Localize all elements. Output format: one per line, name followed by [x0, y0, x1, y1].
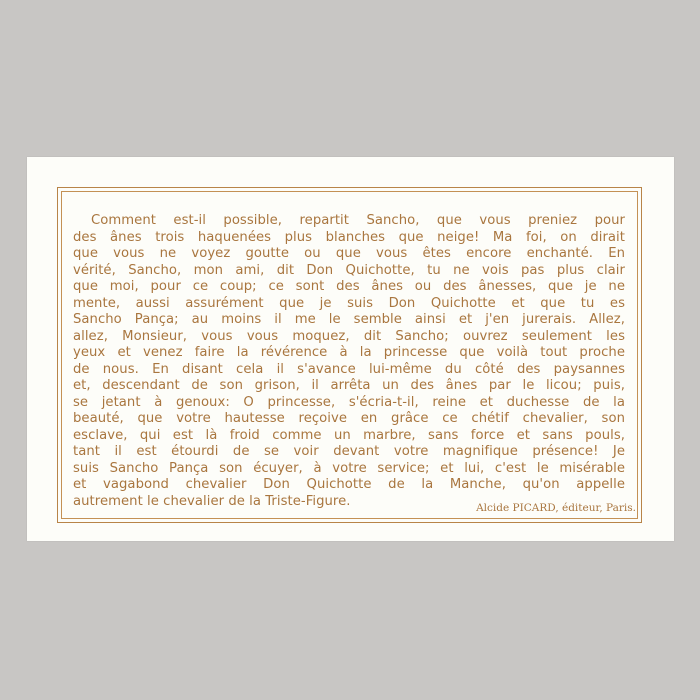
text-line: beauté, que votre hautesse reçoive en grâce ce chétif chevalier, son: [73, 411, 625, 426]
text-line: allez, Monsieur, vous vous moquez, dit Sancho; ouvrez seulement les: [73, 328, 625, 344]
publisher-credit: Alcide PICARD, éditeur, Paris.: [476, 502, 636, 514]
text-line: tant il est étourdi de se voir devant votre magnifique présence! Je: [73, 444, 625, 459]
text-line: esclave, qui est là froid comme un marbre, sans force et sans pouls,: [73, 427, 625, 443]
text-line: Comment est-il possible, repartit Sancho, que vous preniez pour: [91, 213, 625, 228]
text-line: que moi, pour ce coup; ce sont des ânes ou des ânesses, que je ne: [73, 279, 625, 294]
text-line: se jetant à genoux: O princesse, s'écria-t-il, reine et duchesse de la: [73, 394, 625, 410]
text-line: et vagabond chevalier Don Quichotte de la Manche, qu'on appelle: [73, 477, 625, 492]
text-line: et, descendant de son grison, il arrêta un des ânes par le licou; puis,: [73, 378, 625, 393]
text-line: suis Sancho Pança son écuyer, à votre service; et lui, c'est le misérable: [73, 460, 625, 476]
text-line: des ânes trois haquenées plus blanches que neige! Ma foi, on dirait: [73, 229, 625, 245]
passage-text: [73, 213, 625, 510]
text-line: autrement le chevalier de la Triste-Figure.: [73, 493, 351, 509]
text-line: Sancho Pança; au moins il me le semble ainsi et j'en jurerais. Allez,: [73, 312, 625, 327]
text-line: yeux et venez faire la révérence à la princesse que voilà tout proche: [73, 345, 625, 360]
text-line: vérité, Sancho, mon ami, dit Don Quichotte, tu ne vois pas plus clair: [73, 262, 625, 278]
book-card: [27, 157, 674, 541]
text-line: de nous. En disant cela il s'avance lui-même du côté des paysannes: [73, 361, 625, 377]
text-line: que vous ne voyez goutte ou que vous êtes encore enchanté. En: [73, 246, 625, 261]
text-line: mente, aussi assurément que je suis Don Quichotte et que tu es: [73, 295, 625, 311]
